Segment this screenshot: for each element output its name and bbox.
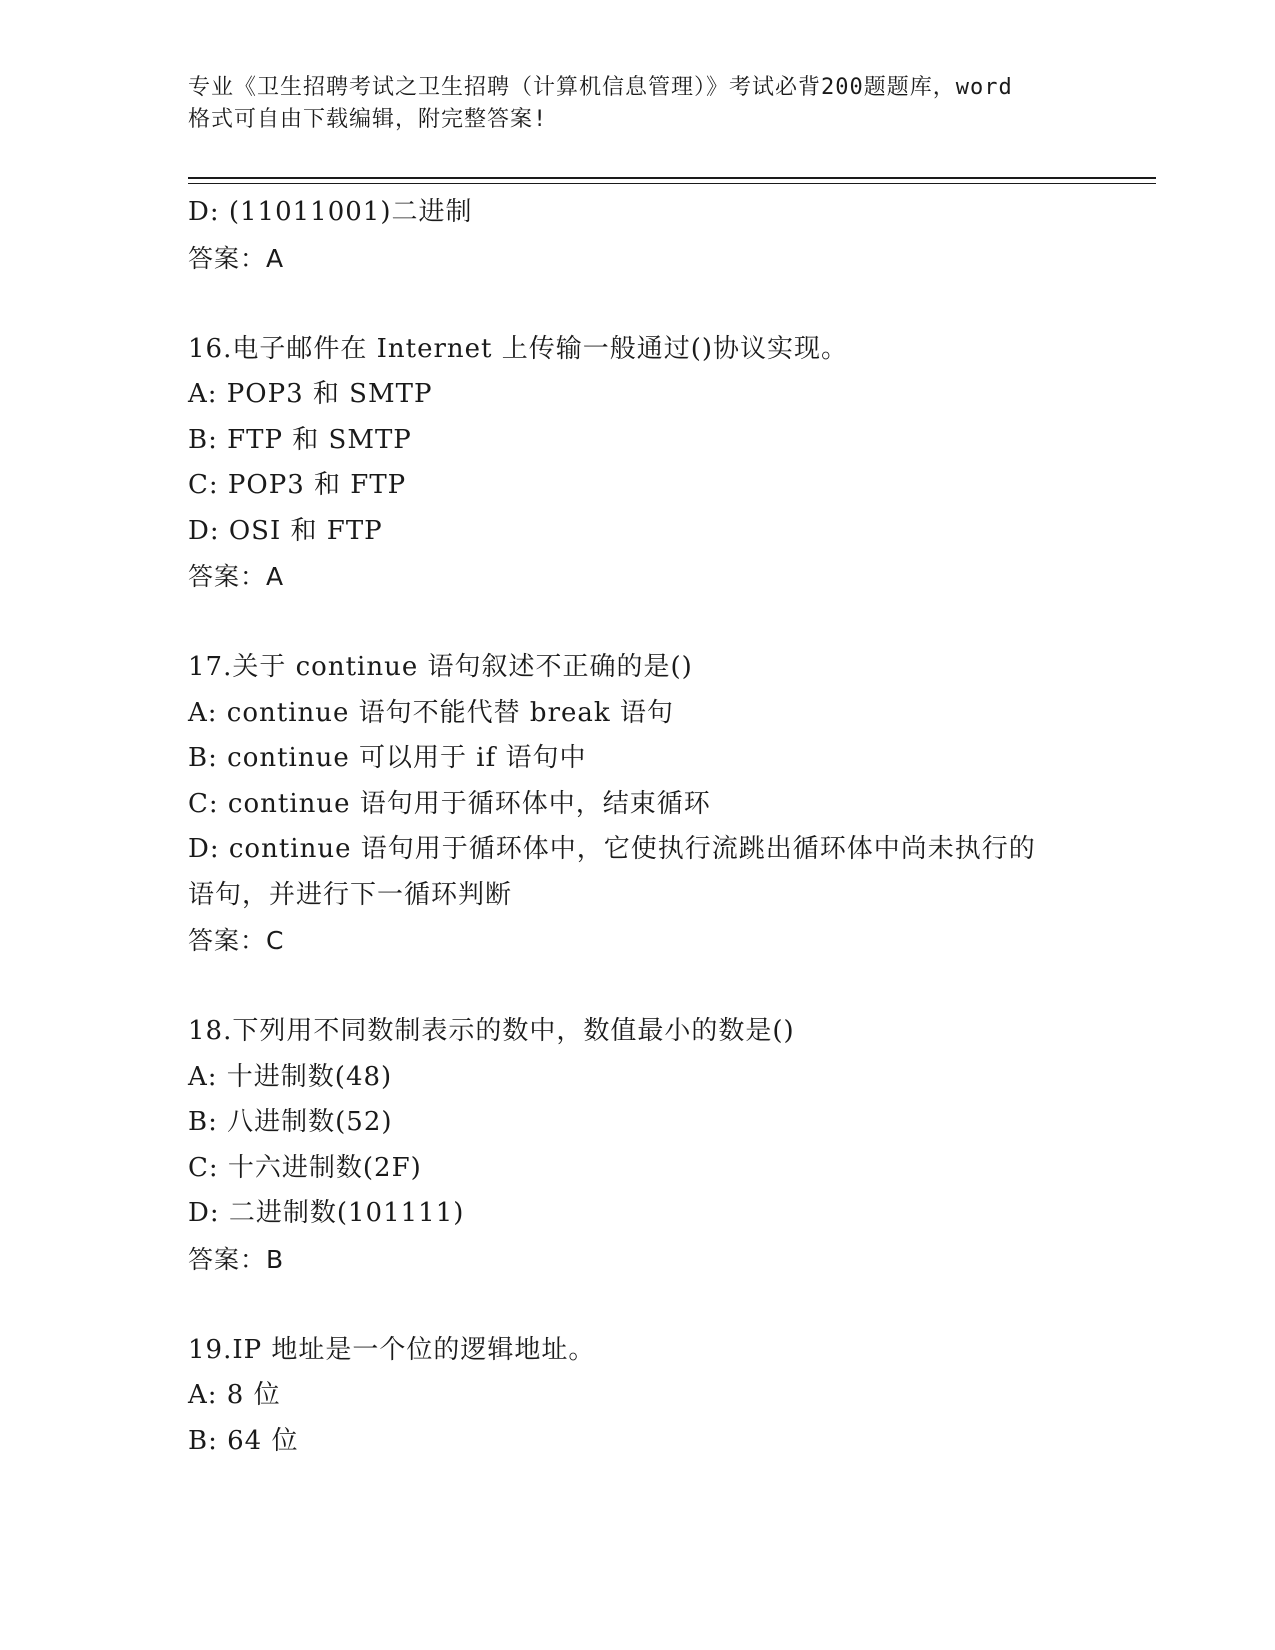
option-b: B: FTP 和 SMTP — [188, 424, 412, 455]
option-a: A: 8 位 — [188, 1380, 281, 1410]
question-stem: 19.IP 地址是一个位的逻辑地址。 — [188, 1334, 596, 1365]
option-d: D: 二进制数(101111) — [188, 1198, 465, 1228]
question-17 — [188, 645, 1088, 964]
option-a: A: 十进制数(48) — [188, 1061, 393, 1092]
option-d-continued: 语句，并进行下一循环判断 — [188, 879, 513, 910]
spacer — [188, 600, 1088, 646]
document-header — [188, 72, 1088, 136]
spacer — [188, 281, 1088, 327]
option-d: D: continue 语句用于循环体中，它使执行流跳出循环体中尚未执行的 — [188, 834, 1036, 864]
header-rule-thick — [188, 177, 1156, 179]
question-stem: 18.下列用不同数制表示的数中，数值最小的数是() — [188, 1016, 795, 1046]
question-18 — [188, 1009, 1088, 1282]
option-c: C: 十六进制数(2F) — [188, 1152, 422, 1183]
header-line-2: 格式可自由下载编辑，附完整答案! — [188, 107, 548, 132]
option-c: C: continue 语句用于循环体中，结束循环 — [188, 788, 711, 819]
question-stem: 16.电子邮件在 Internet 上传输一般通过()协议实现。 — [188, 333, 849, 364]
spacer — [188, 1282, 1088, 1328]
option-a: A: POP3 和 SMTP — [188, 379, 433, 409]
option-b: B: continue 可以用于 if 语句中 — [188, 743, 587, 773]
spacer — [188, 964, 1088, 1010]
answer-line: 答案：A — [188, 562, 285, 591]
option-b: B: 64 位 — [188, 1425, 299, 1456]
header-rule-thin — [188, 183, 1156, 184]
option-c: C: POP3 和 FTP — [188, 470, 407, 500]
option-a: A: continue 语句不能代替 break 语句 — [188, 697, 674, 728]
question-list — [188, 190, 1088, 1464]
answer-line: 答案：A — [188, 243, 285, 273]
question-stem: 17.关于 continue 语句叙述不正确的是() — [188, 652, 693, 682]
question-16 — [188, 327, 1088, 600]
header-line-1: 专业《卫生招聘考试之卫生招聘（计算机信息管理）》考试必背200题题库，word — [188, 75, 1013, 100]
option-b: B: 八进制数(52) — [188, 1107, 393, 1137]
option-d: D: OSI 和 FTP — [188, 515, 383, 546]
question-19 — [188, 1328, 1088, 1465]
answer-line: 答案：B — [188, 1244, 285, 1274]
option-d: D: (11011001)二进制 — [188, 197, 473, 227]
answer-line: 答案：C — [188, 926, 285, 955]
